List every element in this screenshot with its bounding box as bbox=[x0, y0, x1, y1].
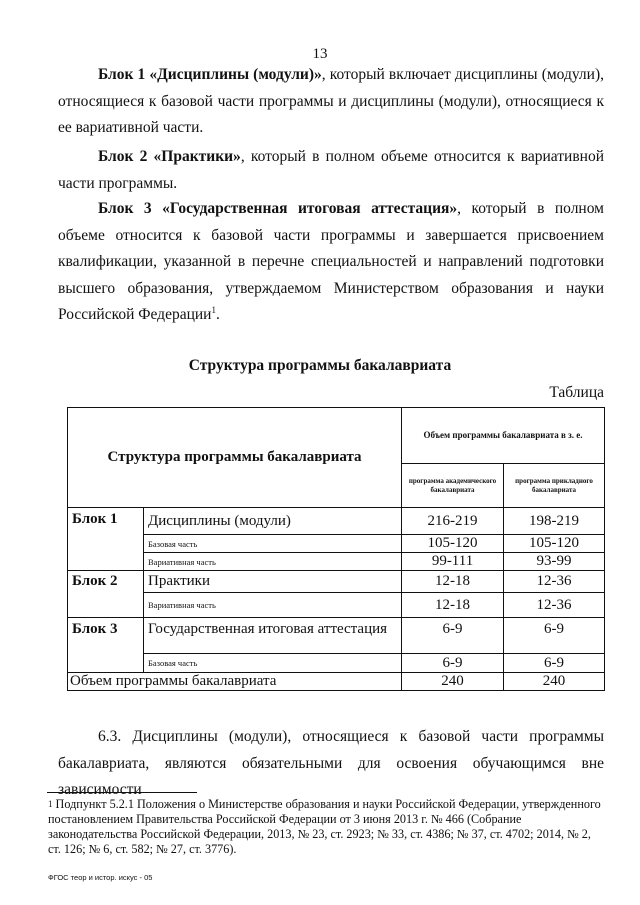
table-row bbox=[68, 508, 605, 535]
header-applied: программа прикладного бакалавриата bbox=[504, 464, 605, 508]
row-academic: 105-120 bbox=[402, 535, 504, 553]
row-applied: 198-219 bbox=[504, 508, 605, 535]
row-name: Дисциплины (модули) bbox=[144, 508, 402, 535]
header-volume: Объем программы бакалавриата в з. е. bbox=[402, 408, 605, 464]
paragraph-block-3 bbox=[58, 196, 604, 329]
table-row bbox=[68, 618, 605, 654]
structure-table bbox=[67, 407, 605, 691]
page-footer: ФГОС теор и истор. искус - 05 bbox=[48, 873, 153, 882]
header-academic: программа академического бакалавриата bbox=[402, 464, 504, 508]
table-row bbox=[68, 654, 605, 673]
table-row bbox=[68, 535, 605, 553]
footnote-ref: 1 bbox=[211, 304, 216, 315]
block-2-heading: Блок 2 «Практики» bbox=[98, 148, 241, 165]
row-applied: 6-9 bbox=[504, 654, 605, 673]
row-name: Вариативная часть bbox=[144, 593, 402, 618]
row-academic: 240 bbox=[402, 673, 504, 691]
block-1-heading: Блок 1 «Дисциплины (модули)» bbox=[98, 66, 322, 83]
row-academic: 12-18 bbox=[402, 593, 504, 618]
paragraph-6-3-text: 6.3. Дисциплины (модули), относящиеся к базовой части программы бакалавриата, являются обязательными для освоения обучающимся вне зависимости bbox=[58, 728, 604, 798]
row-academic: 6-9 bbox=[402, 618, 504, 654]
table-title: Структура программы бакалавриата bbox=[188, 357, 452, 374]
row-name: Практики bbox=[144, 571, 402, 593]
row-academic: 6-9 bbox=[402, 654, 504, 673]
row-applied: 93-99 bbox=[504, 553, 605, 571]
footnote bbox=[48, 797, 604, 857]
block-3-heading: Блок 3 «Государственная итоговая аттестация» bbox=[98, 200, 458, 217]
row-applied: 6-9 bbox=[504, 618, 605, 654]
row-applied: 12-36 bbox=[504, 593, 605, 618]
paragraph-block-1 bbox=[58, 62, 604, 142]
page-number: 13 bbox=[312, 46, 328, 62]
table-label: Таблица bbox=[549, 384, 604, 401]
block-cell: Блок 1 bbox=[68, 508, 144, 571]
block-2-text: , который в полном объеме относится к вариативной части программы. bbox=[58, 148, 605, 192]
paragraph-block-2 bbox=[58, 144, 604, 197]
row-applied: 105-120 bbox=[504, 535, 605, 553]
row-name: Базовая часть bbox=[144, 535, 402, 553]
row-name: Государственная итоговая аттестация bbox=[144, 618, 402, 654]
block-3-text: , который в полном объеме относится к базовой части программы и завершается присвоением квалификации, указанной в перечне специальностей и направлений подготовки высшего образования, утверждаемом Министерством образования и науки Российской Федерации bbox=[58, 200, 604, 323]
table-row bbox=[68, 571, 605, 593]
table-row bbox=[68, 593, 605, 618]
footnote-text: Подпункт 5.2.1 Положения о Министерстве образования и науки Российской Федерации, утвержденного постановлением Правительства Российской Федерации от 3 июня 2013 г. № 466 (Собрание законодательства Российской Федерации, 2013, № 23, ст. 2923; № 33, ст. 4386; № 37, ст. 4702; 2014, № 2, ст. 126; № 6, ст. 582; № 27, ст. 3776). bbox=[48, 797, 601, 856]
block-1-text: , который включает дисциплины (модули), относящиеся к базовой части программы и дисциплины (модули), относящиеся к ее вариативной части. bbox=[58, 66, 604, 136]
row-academic: 99-111 bbox=[402, 553, 504, 571]
block-cell: Блок 3 bbox=[68, 618, 144, 673]
row-name: Вариативная часть bbox=[144, 553, 402, 571]
table-row bbox=[68, 673, 605, 691]
row-total-name: Объем программы бакалавриата bbox=[68, 673, 402, 691]
header-structure: Структура программы бакалавриата bbox=[68, 408, 402, 508]
row-applied: 240 bbox=[504, 673, 605, 691]
row-academic: 216-219 bbox=[402, 508, 504, 535]
row-applied: 12-36 bbox=[504, 571, 605, 593]
row-name: Базовая часть bbox=[144, 654, 402, 673]
block-cell: Блок 2 bbox=[68, 571, 144, 618]
block-3-end: . bbox=[215, 306, 220, 323]
table-row bbox=[68, 553, 605, 571]
row-academic: 12-18 bbox=[402, 571, 504, 593]
footnote-divider bbox=[47, 792, 197, 793]
footnote-mark: 1 bbox=[48, 799, 53, 809]
